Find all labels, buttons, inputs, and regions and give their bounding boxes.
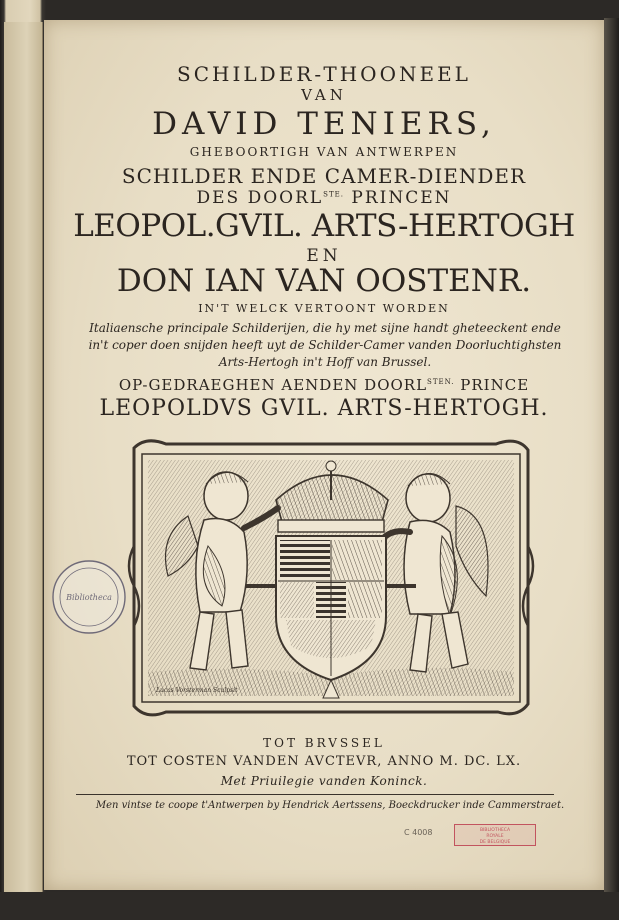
author-name: DAVID TENIERS, — [152, 106, 496, 142]
dedicatee-line: LEOPOLDVS GVIL. ARTS-HERTOGH. — [99, 396, 549, 421]
heraldic-shield — [276, 536, 386, 680]
description-paragraph: Italiaensche principale Schilderijen, die hy met sijne handt gheteeckent ende in't coper doen snijden heeft uyt de Schilder-Camer vanden Doorluchtighsten Arts-Hertogh in't Hoff van Brussel. — [88, 321, 562, 369]
princen-end: PRINCEN — [343, 188, 452, 208]
scan-bottom-edge — [0, 892, 619, 920]
red-stamp-line-3: DE BELGIQUE — [479, 840, 511, 845]
red-library-stamp — [454, 824, 536, 846]
red-stamp-line-2: ROYALE — [486, 834, 504, 839]
engraver-signature: Lucas Vorsterman Sculpsit — [156, 687, 238, 694]
sale-line: Men vintse te coope t'Antwerpen by Hendrick Aertssens, Boeckdrucker inde Cammerstraet. — [95, 800, 565, 811]
round-stamp-text: Bibliotheca — [66, 593, 112, 602]
en-line: EN — [306, 246, 342, 266]
coat-of-arms-engraving — [126, 436, 536, 720]
dedication-end: PRINCE — [454, 376, 530, 394]
book-cover-edge — [604, 18, 619, 898]
dedication-main: OP-GEDRAEGHEN AENDEN DOORL — [118, 376, 428, 394]
title-line-1: SCHILDER-THOONEEL — [177, 62, 471, 86]
occupation-line: SCHILDER ENDE CAMER-DIENDER — [121, 164, 527, 188]
intro-line: IN'T WELCK VERTOONT WORDEN — [198, 302, 450, 315]
birthplace-line: GHEBOORTIGH VAN ANTWERPEN — [189, 145, 459, 159]
archduke-line: LEOPOL.GVIL. ARTS-HERTOGH — [73, 208, 575, 244]
pencil-shelfmark: C 4008 — [404, 828, 433, 837]
title-line-2: VAN — [301, 86, 347, 104]
princen-line — [44, 188, 604, 208]
princen-sup: STE. — [323, 190, 344, 199]
library-round-stamp — [50, 558, 128, 636]
imprint-rule — [76, 794, 554, 795]
dedication-line — [44, 376, 604, 394]
left-page-edge — [4, 22, 43, 892]
princen-main: DES DOORL — [196, 188, 324, 208]
imprint-city: TOT BRVSSEL — [263, 736, 385, 750]
red-stamp-line-1: BIBLIOTHECA — [479, 828, 511, 833]
don-ian-line: DON IAN VAN OOSTENR. — [116, 263, 532, 299]
imprint-publisher: TOT COSTEN VANDEN AVCTEVR, ANNO M. DC. LX. — [126, 754, 522, 769]
privilege-line: Met Priuilegie vanden Koninck. — [220, 774, 428, 788]
dedication-sup: STEN. — [427, 378, 455, 386]
